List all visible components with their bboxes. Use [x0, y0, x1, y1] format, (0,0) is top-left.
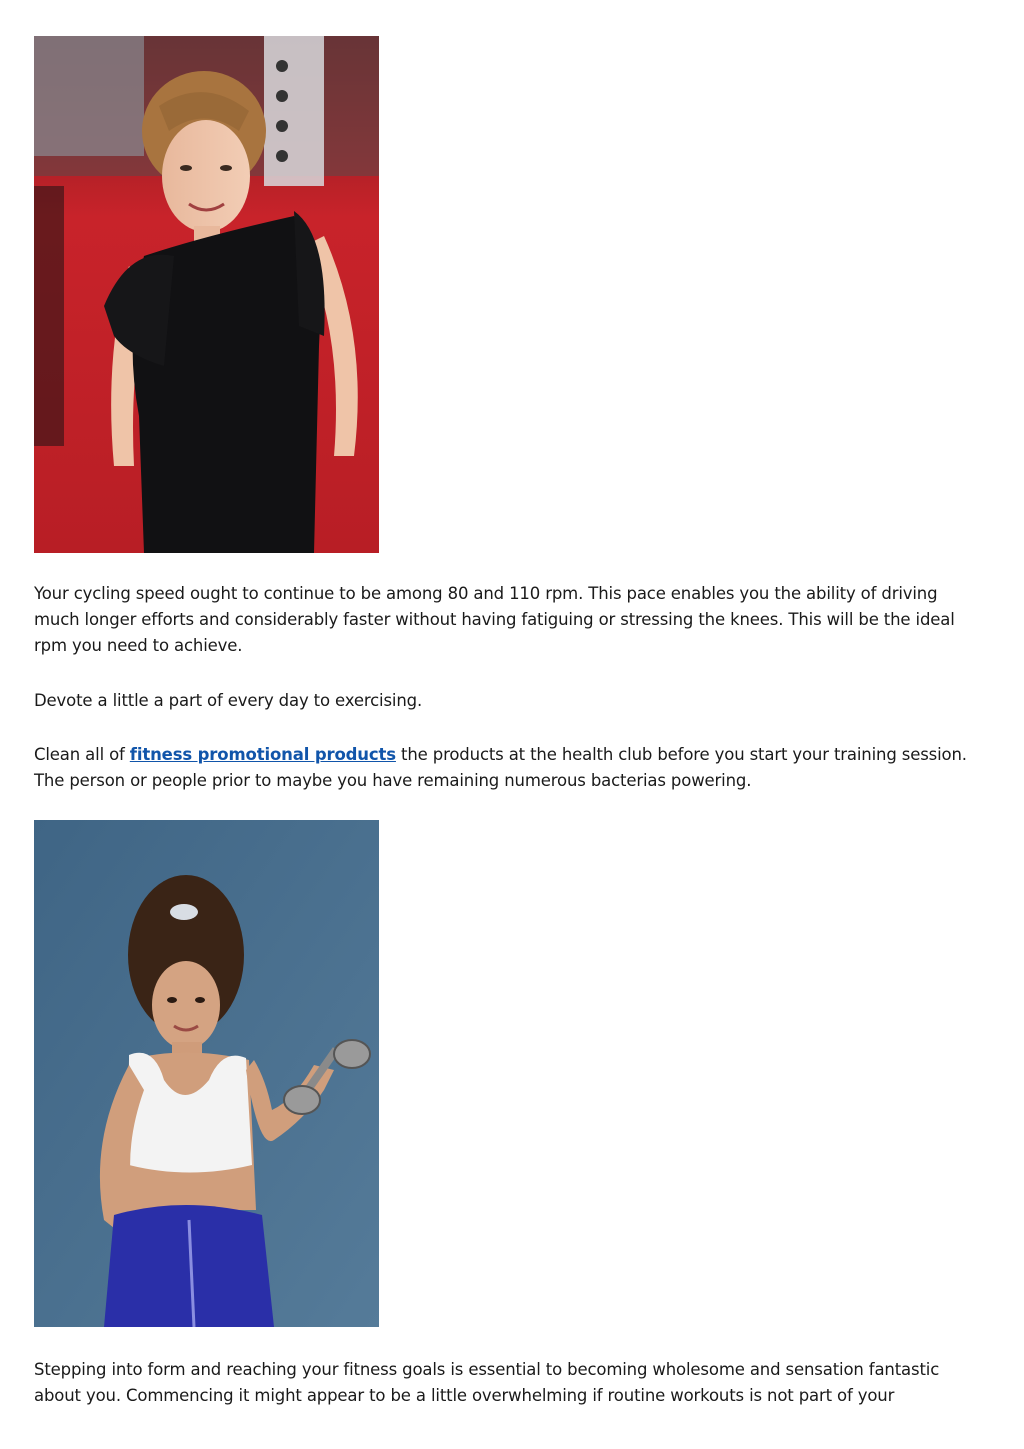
paragraph-fitness-goals: Stepping into form and reaching your fitness goals is essential to becoming wholesome and sensation fantastic about you. Commencing it might appear to be a little overwhelming if routine workouts is not part of your [34, 1360, 940, 1405]
paragraph-cycling-speed: Your cycling speed ought to continue to be among 80 and 110 rpm. This pace enables you the ability of driving much longer efforts and considerably faster without having fatiguing or stressing the knees. This will be the ideal rpm you need to achieve. [34, 584, 955, 655]
paragraph-daily-exercise: Devote a little a part of every day to exercising. [34, 691, 423, 710]
paragraph-text-after-link: the products at the health club before you start your training session. The person or people prior to maybe you have remaining numerous bacterias powering. [34, 745, 967, 790]
fitness-promotional-products-link[interactable]: fitness promotional products [129, 745, 396, 764]
red-carpet-photo [34, 36, 379, 553]
dumbbell-workout-photo [34, 820, 379, 1327]
paragraph-clean-equipment [34, 742, 984, 794]
paragraph-text-before-link: Clean all of [34, 745, 130, 764]
